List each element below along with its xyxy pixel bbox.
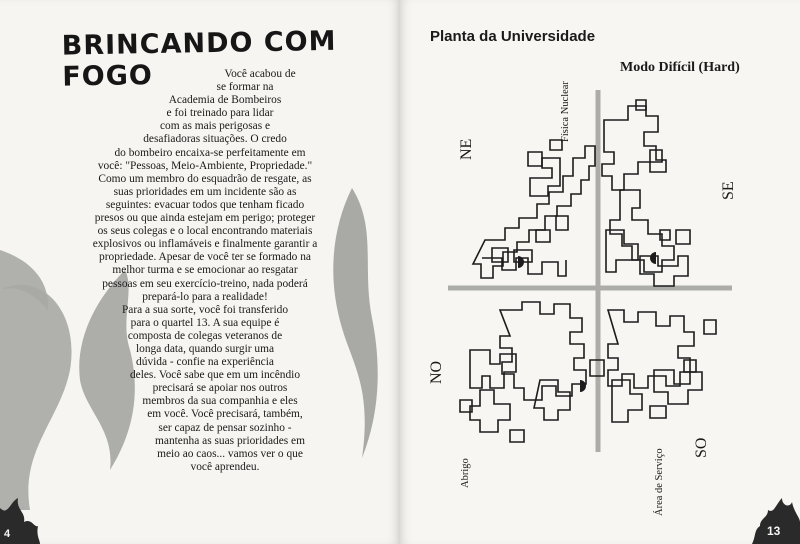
- story-line: presos ou que ainda estejam em perigo; proteger: [94, 212, 316, 225]
- entry-marker-sw: [580, 380, 586, 392]
- story-line: os seus colegas e o local encontrando materiais: [97, 225, 313, 238]
- story-line: Você acabou de: [224, 68, 296, 80]
- story-line: ser capaz de pensar sozinho -: [158, 421, 292, 434]
- story-line: melhor turma e se emocionar ao resgatar: [112, 264, 298, 277]
- story-line: Academia de Bombeiros: [168, 94, 282, 107]
- story-line: prepará-lo para a realidade!: [142, 290, 268, 303]
- map-title: Planta da Universidade: [430, 28, 596, 45]
- story-line: em você. Você precisará, também,: [147, 408, 303, 421]
- story-line: do bombeiro encaixa-se perfeitamente em: [114, 146, 306, 159]
- story-line: deles. Você sabe que em um incêndio: [129, 369, 301, 382]
- difficulty-mode: Modo Difícil (Hard): [620, 60, 740, 75]
- story-line: você: "Pessoas, Meio-Ambiente, Propriedade.": [97, 159, 313, 172]
- story-line: longa data, quando surgir uma: [135, 342, 275, 355]
- story-line: membros da sua companhia e eles: [142, 395, 298, 408]
- story-line: precisará se apoiar nos outros: [152, 382, 288, 395]
- story-line: com as mais perigosas e: [159, 120, 271, 133]
- story-line: desafiadoras situações. O credo: [143, 133, 287, 146]
- story-line: para o quartel 13. A sua equipe é: [130, 316, 280, 329]
- direction-so: SO: [693, 437, 710, 458]
- story-line: explosivos ou inflamáveis e finalmente garantir a: [92, 238, 318, 251]
- label-fisica-nuclear: Física Nuclear: [560, 81, 571, 142]
- direction-ne: NE: [458, 138, 475, 160]
- story-headline: BRINCANDO COM FOGO: [61, 25, 337, 93]
- story-line: e foi treinado para lidar: [166, 107, 274, 120]
- story-line: seguintes: evacuar todos que tenham ficado: [105, 198, 305, 211]
- story-line: composta de colegas veteranos de: [127, 329, 283, 342]
- floor-plan-rooms: [460, 100, 716, 442]
- story-line: Como um membro do esquadrão de resgate, as: [98, 172, 312, 185]
- label-area-de-servico: Área de Serviço: [654, 448, 665, 516]
- story-line: você aprendeu.: [190, 460, 260, 473]
- story-line: se formar na: [216, 81, 274, 94]
- story-line: Para a sua sorte, você foi transferido: [121, 303, 289, 316]
- direction-se: SE: [720, 181, 737, 200]
- story-line: meio ao caos... vamos ver o que: [157, 447, 303, 460]
- story-line: propriedade. Apesar de você ter se formado na: [99, 251, 311, 264]
- page-number-left: 4: [4, 528, 11, 540]
- story-line: dúvida - confie na experiência: [136, 356, 274, 369]
- story-line: pessoas em seu exercício-treino, nada poderá: [102, 277, 308, 290]
- entry-marker-ne: [650, 252, 656, 264]
- floor-plan-axes: [448, 90, 732, 452]
- story-line: mantenha as suas prioridades em: [155, 434, 305, 447]
- direction-no: NO: [428, 360, 445, 384]
- university-floor-plan: [440, 80, 740, 460]
- label-abrigo: Abrigo: [460, 458, 471, 488]
- story-text: [55, 68, 355, 474]
- story-line: suas prioridades em um incidente são as: [113, 185, 297, 198]
- page-number-right: 13: [767, 524, 781, 538]
